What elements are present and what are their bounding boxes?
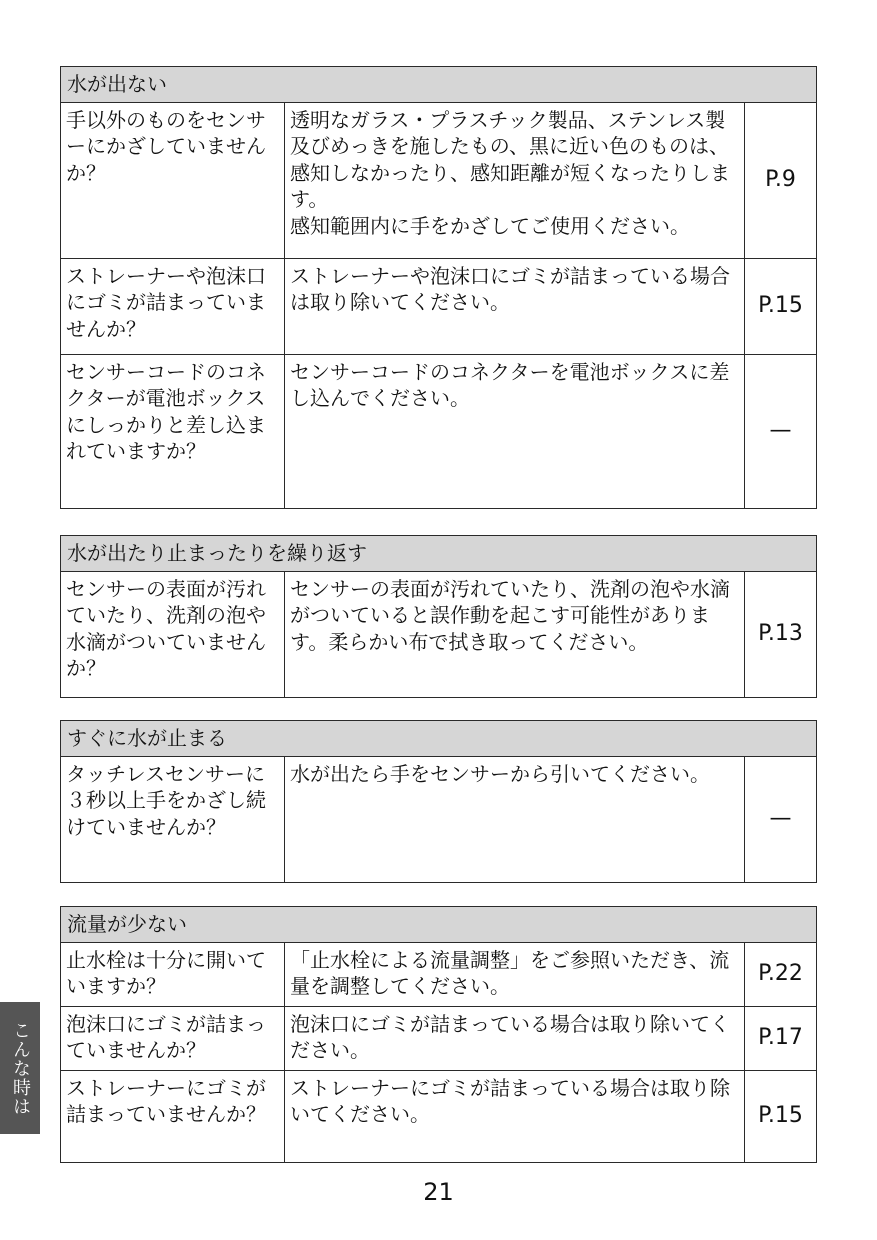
answer-cell: ストレーナーや泡沫口にゴミが詰まっている場合は取り除いてください。 [285, 258, 745, 354]
table-row [61, 258, 817, 354]
answer-cell: 泡沫口にゴミが詰まっている場合は取り除いてください。 [285, 1006, 745, 1070]
table-row [61, 1006, 817, 1070]
page-number: 21 [423, 1178, 454, 1206]
question-cell: タッチレスセンサーに３秒以上手をかざし続けていませんか？ [61, 756, 285, 882]
table-row [61, 942, 817, 1006]
answer-cell [285, 102, 745, 258]
section-title: 水が出たり止まったりを繰り返す [61, 536, 817, 572]
question-cell: センサーコードのコネクターが電池ボックスにしっかりと差し込まれていますか？ [61, 354, 285, 508]
question-cell: 手以外のものをセンサーにかざしていませんか？ [61, 102, 285, 258]
page-reference: P.9 [745, 102, 817, 258]
answer-cell: センサーの表面が汚れていたり、洗剤の泡や水滴がついていると誤作動を起こす可能性があります。柔らかい布で拭き取ってください。 [285, 571, 745, 697]
page-reference: — [745, 354, 817, 508]
table-row [61, 102, 817, 258]
question-cell: 泡沫口にゴミが詰まっていませんか？ [61, 1006, 285, 1070]
section-water-stops [60, 720, 817, 883]
section-title: すぐに水が止まる [61, 721, 817, 757]
section-title: 流量が少ない [61, 907, 817, 943]
side-tab-label: こんな時は [10, 1020, 31, 1116]
page-reference: P.17 [745, 1006, 817, 1070]
question-cell: ストレーナーにゴミが詰まっていませんか？ [61, 1070, 285, 1162]
table-row [61, 354, 817, 508]
page-reference: P.15 [745, 258, 817, 354]
section-title: 水が出ない [61, 67, 817, 103]
question-cell: ストレーナーや泡沫口にゴミが詰まっていませんか？ [61, 258, 285, 354]
answer-cell: 水が出たら手をセンサーから引いてください。 [285, 756, 745, 882]
table-row [61, 1070, 817, 1162]
answer-cell: 「止水栓による流量調整」をご参照いただき、流量を調整してください。 [285, 942, 745, 1006]
answer-text: 透明なガラス・プラスチック製品、ステンレス製及びめっきを施したもの、黒に近い色のものは、感知しなかったり、感知距離が短くなったりします。 感知範囲内に手をかざしてご使用ください。 [290, 107, 730, 238]
answer-cell: ストレーナーにゴミが詰まっている場合は取り除いてください。 [285, 1070, 745, 1162]
question-cell: センサーの表面が汚れていたり、洗剤の泡や水滴がついていませんか？ [61, 571, 285, 697]
section-water-toggles [60, 535, 817, 698]
section-low-flow [60, 906, 817, 1163]
page-reference: P.13 [745, 571, 817, 697]
page-reference: P.15 [745, 1070, 817, 1162]
section-no-water [60, 66, 817, 509]
table-row [61, 571, 817, 697]
table-row [61, 756, 817, 882]
side-index-tab [0, 1002, 40, 1134]
question-cell: 止水栓は十分に開いていますか？ [61, 942, 285, 1006]
page-reference: — [745, 756, 817, 882]
page-reference: P.22 [745, 942, 817, 1006]
answer-cell: センサーコードのコネクターを電池ボックスに差し込んでください。 [285, 354, 745, 508]
